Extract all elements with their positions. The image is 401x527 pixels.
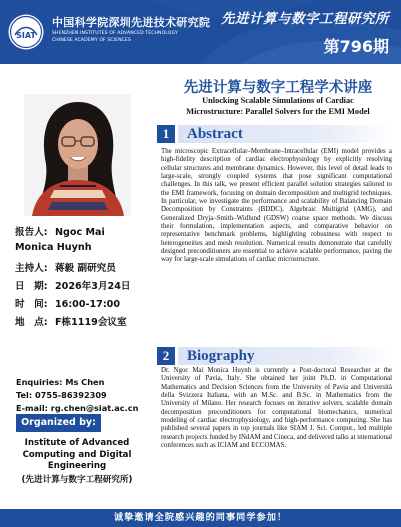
siat-logo [7, 13, 45, 51]
speaker-name: Ngoc Mai [54, 227, 105, 238]
organizer-line3: Engineering [47, 461, 107, 471]
venue-label: 地 点: [15, 317, 48, 328]
svg-text:SIAT: SIAT [16, 31, 36, 40]
abstract-heading: Abstract [187, 126, 243, 142]
host-label: 主持人: [15, 263, 48, 274]
talk-title-line2: Microstructure: Parallel Solvers for the EMI Model [186, 106, 370, 116]
time-row [15, 296, 120, 310]
talk-title-line1: Unlocking Scalable Simulations of Cardiac [202, 96, 354, 105]
header-banner [0, 0, 401, 64]
venue-value: F栋1119会议室 [54, 317, 127, 328]
host-value: 蒋毅 副研究员 [54, 263, 116, 274]
biography-number: 2 [157, 347, 175, 365]
organizer-line4: (先进计算与数字工程研究所) [21, 474, 133, 485]
speaker-photo [24, 94, 131, 216]
lecture-series-title: 先进计算与数字工程学术讲座 [183, 80, 373, 96]
time-value: 16:00-17:00 [54, 299, 121, 310]
series-name: 先进计算与数字工程研究所 [221, 11, 389, 27]
biography-heading: Biography [187, 348, 255, 364]
organizer-name [16, 438, 138, 486]
footer-invitation: 诚挚邀请全院感兴趣的同事同学参加！ [0, 509, 401, 527]
institute-name-cn: 中国科学院深圳先进技术研究院 [52, 16, 211, 29]
speaker-row [15, 224, 105, 238]
biography-text: Dr. Ngoc Mai Monica Huynh is currently a Post-doctoral Researcher at the University of Pavia, Italy. She obtained her joint Ph.D. in Computational Mathematics and Decision Sciences from the University of Pavia and Università della Svizzera Italiana, with an M.Sc. and B.Sc. in Mathematics from the University of Milano. Her research focuses on iterative solvers, scalable domain decomposition preconditioners for computational biomechanics, numerical modeling of cardiac electrophysiology, and high-performance computing. She has published several papers in top journals like SIAM J. Sci. Comput., led multiple research projects funded by INdAM and Cineca, and delivered talks at international conferences such as ICIAM and ECCOMAS. [161, 367, 392, 450]
institute-name-en: SHENZHEN INSTITUTES OF ADVANCED TECHNOLOGY [52, 31, 178, 36]
organizer-line2: Computing and Digital [22, 449, 132, 460]
organizer-line1: Institute of Advanced [24, 438, 130, 448]
enquiries-text: Enquiries: Ms Chen [16, 377, 105, 387]
date-value: 2026年3月24日 [54, 281, 131, 292]
talk-title [160, 96, 396, 117]
host-row [15, 260, 116, 274]
speaker-name-line2: Monica Huynh [15, 242, 92, 253]
abstract-text: The microscopic Extracellular–Membrane–Intracellular (EMI) model provides a high-fidelity description of cardiac electrophysiology by explicitly resolving cellular structures and membrane dynamics. However, this level of detail leads to large-scale, strongly coupled systems that pose significant computational challenges. In this talk, we present efficient parallel solution strategies tailored to the EMI framework, focusing on domain decomposition and multigrid techniques. In particular, we investigate the performance and scalability of Balancing Domain Decomposition by Constraints (BDDC), Algebraic Multigrid (AMG), and Generalized Dryja–Smith–Widlund (GDSW) coarse space methods. We discuss their formulation, implementation aspects, and comparative behavior on representative benchmark problems, highlighting robustness with respect to heterogeneities and mesh resolution. Numerical results demonstrate that carefully designed preconditioners are essential to achieve scalable performance, paving the way for large-scale simulations of cardiac microstructure. [161, 148, 392, 264]
institute-academy-en: CHINESE ACADEMY OF SCIENCES [52, 38, 131, 43]
date-label: 日 期: [15, 281, 48, 292]
speaker-label: 报告人: [15, 227, 48, 238]
date-row [15, 278, 130, 292]
abstract-number: 1 [157, 125, 175, 143]
time-label: 时 间: [15, 299, 48, 310]
email-text: E-mail: rg.chen@siat.ac.cn [16, 403, 139, 413]
organizer-badge: Organized by: [16, 414, 101, 432]
abstract-header [157, 125, 393, 143]
venue-row [15, 314, 127, 328]
tel-text: Tel: 0755-86392309 [16, 390, 107, 400]
issue-number: 第796期 [323, 37, 389, 56]
biography-header [157, 347, 393, 365]
